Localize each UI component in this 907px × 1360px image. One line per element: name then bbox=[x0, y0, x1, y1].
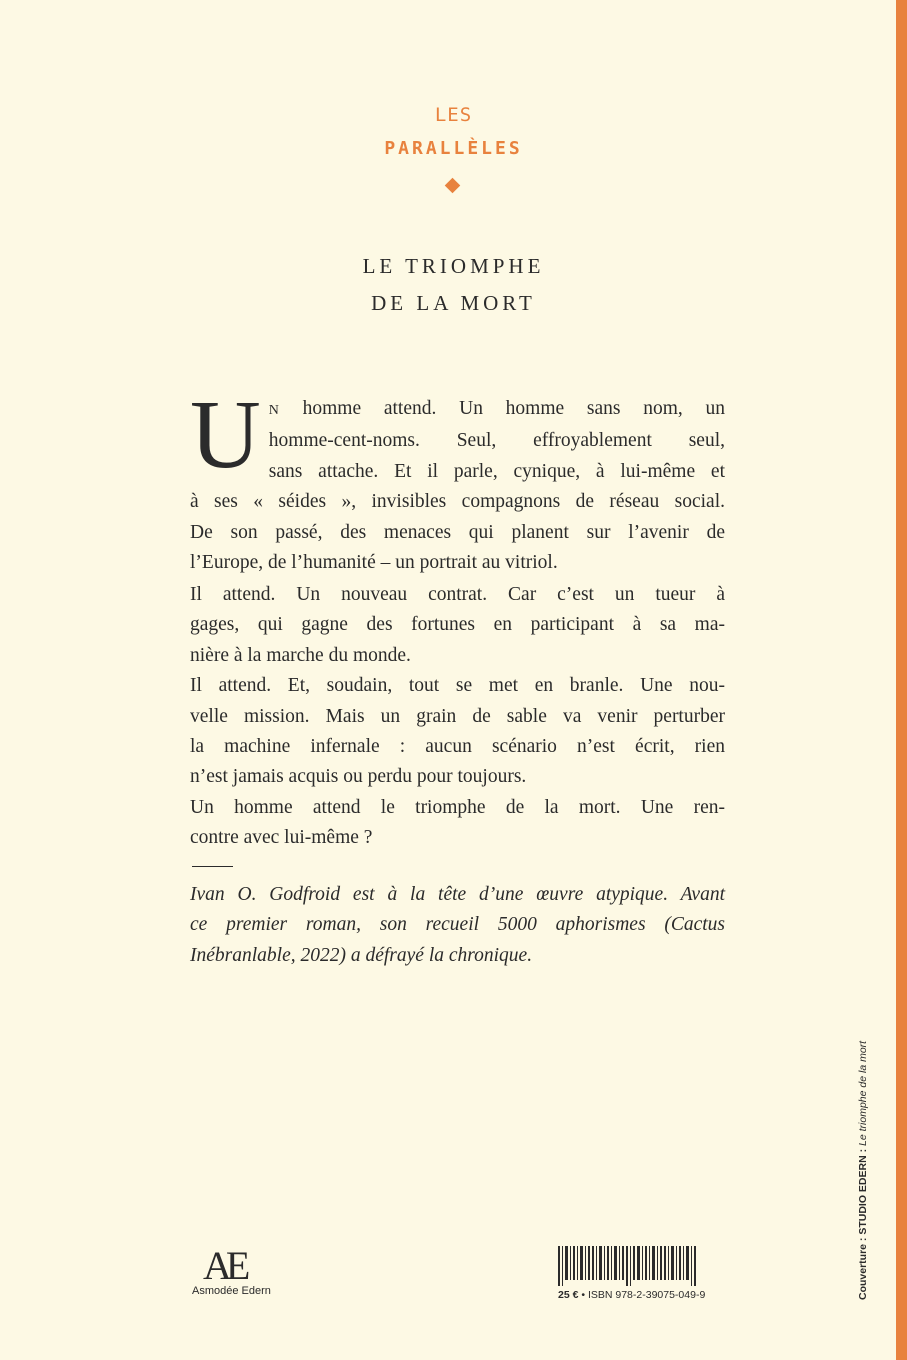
paragraph-1-line: l’Europe, de l’humanité – un portrait au vitriol. bbox=[190, 552, 558, 574]
bio-line: ce premier roman, son recueil 5000 aphorismes (Cactus bbox=[190, 914, 725, 936]
paragraph-2-line: gages, qui gagne des fortunes en participant à sa ma- bbox=[190, 614, 725, 636]
paragraph-2-line: la machine infernale : aucun scénario n’est écrit, rien bbox=[190, 736, 725, 758]
paragraph-2-line: contre avec lui-même ? bbox=[190, 827, 373, 849]
paragraph-1-line: homme attend. Un homme sans nom, un bbox=[279, 398, 725, 419]
book-title-line-1: LE TRIOMPHE bbox=[362, 254, 545, 278]
paragraph-1-line: De son passé, des menaces qui planent sur l’avenir de bbox=[190, 521, 725, 543]
bio-line: Ivan O. Godfroid est à la tête d’une œuvre atypique. Avant bbox=[190, 884, 725, 905]
bio-line: Inébranlable, 2022) a défrayé la chronique. bbox=[190, 944, 533, 966]
price: 25 € bbox=[558, 1289, 579, 1301]
series-name: PARALLÈLES bbox=[384, 138, 523, 159]
separator-rule bbox=[192, 866, 233, 867]
smallcap: N bbox=[268, 403, 280, 418]
paragraph-2-line: Un homme attend le triomphe de la mort. Une ren- bbox=[190, 796, 725, 818]
dropcap: U bbox=[190, 381, 261, 489]
publisher-logo-icon: AE bbox=[203, 1243, 245, 1288]
orange-edge-stripe bbox=[896, 0, 907, 1360]
paragraph-2-line: velle mission. Mais un grain de sable va venir perturber bbox=[190, 705, 725, 727]
paragraph-1-line: à ses « séides », invisibles compagnons de réseau social. bbox=[190, 491, 725, 513]
cover-credit bbox=[857, 1041, 869, 1300]
paragraph-2-line: Il attend. Et, soudain, tout se met en branle. Une nou- bbox=[190, 675, 725, 697]
series-les: LES bbox=[434, 104, 473, 126]
publisher-name: Asmodée Edern bbox=[192, 1285, 271, 1297]
price-isbn bbox=[558, 1289, 705, 1301]
credit-title: Le triomphe de la mort bbox=[857, 1040, 869, 1146]
credit-label: Couverture : STUDIO EDERN : bbox=[857, 1148, 869, 1300]
paragraph-2 bbox=[190, 580, 725, 854]
paragraph-1-line: homme-cent-noms. Seul, effroyablement seul, bbox=[268, 430, 725, 452]
paragraph-2-line: Il attend. Un nouveau contrat. Car c’est un tueur à bbox=[190, 584, 725, 605]
paragraph-2-line: nière à la marche du monde. bbox=[190, 644, 411, 666]
isbn: • ISBN 978-2-39075-049-9 bbox=[581, 1289, 706, 1301]
barcode bbox=[558, 1246, 700, 1286]
paragraph-1-line: sans attache. Et il parle, cynique, à lui-même et bbox=[268, 460, 725, 482]
author-bio bbox=[190, 880, 725, 971]
paragraph-2-line: n’est jamais acquis ou perdu pour toujours. bbox=[190, 766, 527, 788]
book-title-line-2: DE LA MORT bbox=[371, 291, 536, 315]
paragraph-1 bbox=[190, 381, 725, 578]
diamond-icon bbox=[445, 178, 461, 194]
